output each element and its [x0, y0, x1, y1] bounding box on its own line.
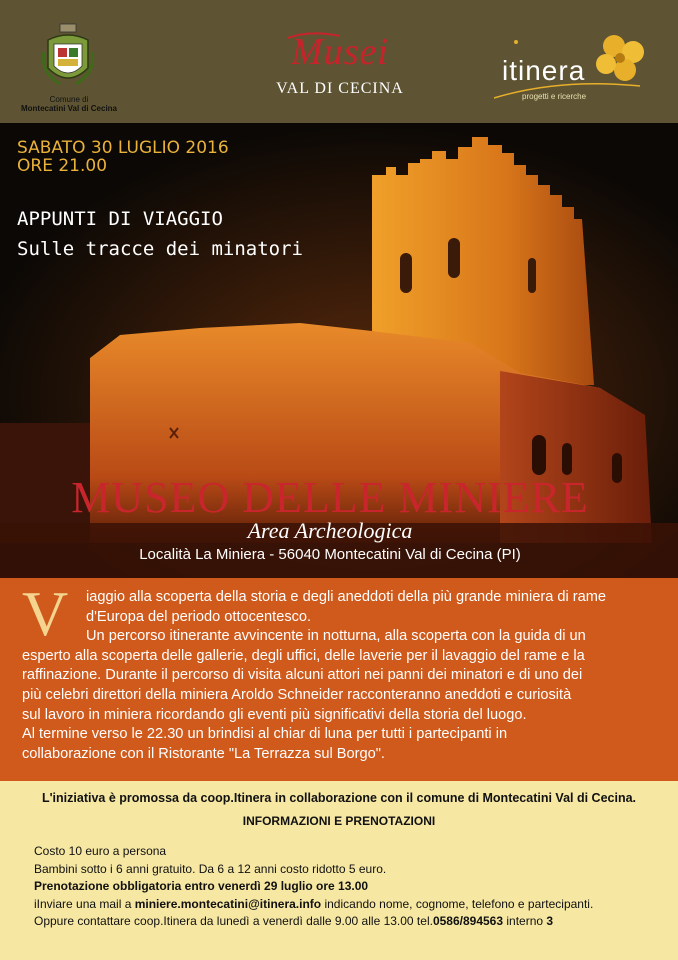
comune-label: Comune di	[49, 95, 89, 104]
email-link[interactable]: miniere.montecatini@itinera.info	[134, 896, 322, 911]
mail-outro: indicando nome, cognome, telefono e partecipanti.	[321, 896, 594, 911]
event-subtitle: Sulle tracce dei minatori	[17, 238, 303, 260]
museum-location: Località La Miniera - 56040 Montecatini Val di Cecina (PI)	[139, 546, 521, 563]
phone-extension-label: interno	[503, 914, 547, 928]
phone-intro: Oppure contattare coop.Itinera da lunedì a venerdì dalle 9.00 alle 13.00 tel.	[34, 914, 433, 928]
mail-intro: iInviare una mail a	[34, 896, 135, 911]
musei-logo-subtitle: VAL DI CECINA	[276, 80, 404, 97]
event-title: APPUNTI DI VIAGGIO	[17, 208, 223, 230]
phone-line	[34, 913, 593, 931]
event-date: SABATO 30 LUGLIO 2016	[17, 138, 229, 158]
phone-extension: 3	[546, 914, 554, 928]
children-text: Bambini sotto i 6 anni gratuito. Da 6 a 12 anni costo ridotto 5 euro.	[34, 861, 387, 876]
cost-text: Costo 10 euro a persona	[34, 844, 167, 858]
description-line: raffinazione. Durante il percorso di visita alcuni attori nei panni dei minatori e di uno dei	[22, 667, 583, 684]
comune-crest-icon	[40, 22, 96, 94]
booking-text: Prenotazione obbligatoria entro venerdì 29 luglio ore 13.00	[34, 879, 369, 893]
mail-line	[34, 896, 593, 914]
event-time: ORE 21.00	[17, 156, 108, 176]
description-line: sul lavoro in miniera ricordando gli eventi più significativi della storia del luogo.	[22, 706, 527, 723]
museum-subtitle: Area Archeologica	[247, 518, 413, 543]
description-line: Al termine verso le 22.30 un brindisi al chiar di luna per tutti i partecipanti in	[22, 726, 508, 743]
musei-logo-title: Musei	[291, 31, 389, 73]
description-line: più celebri direttori della miniera Aroldo Schneider racconteranno aneddoti e curiosità	[22, 686, 572, 703]
description-line: esperto alla scoperta delle gallerie, degli uffici, delle laverie per il lavaggio del rame e la	[22, 647, 585, 664]
description-line: iaggio alla scoperta della storia e degli aneddoti della più grande miniera di rame	[86, 589, 607, 605]
description-dropcap: V	[22, 578, 69, 649]
museum-title: MUSEO DELLE MINIERE	[71, 473, 589, 522]
phone-number[interactable]: 0586/894563	[432, 914, 504, 928]
promo-text: L'iniziativa è promossa da coop.Itinera in collaborazione con il comune di Montecatini Val di Cecina.	[41, 791, 637, 805]
description-text	[22, 588, 666, 764]
description-line: collaborazione con il Ristorante "La Terrazza sul Borgo".	[22, 745, 385, 762]
itinera-logo-subtitle: progetti e ricerche	[522, 92, 587, 101]
itinera-logo-title: itinera	[502, 55, 586, 86]
description-line: Un percorso itinerante avvincente in notturna, alla scoperta con la guida di un	[86, 628, 586, 645]
info-title: INFORMAZIONI E PRENOTAZIONI	[242, 814, 436, 828]
info-details	[34, 843, 593, 931]
description-line: d'Europa del periodo ottocentesco.	[86, 608, 312, 625]
comune-name: Montecatini Val di Cecina	[20, 104, 118, 113]
